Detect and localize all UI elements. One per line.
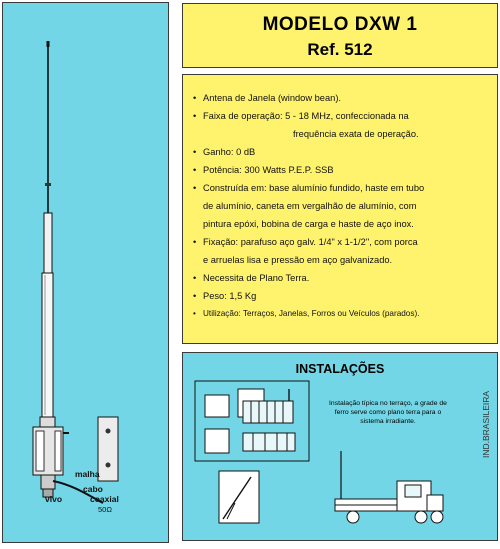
label-malha: malha bbox=[75, 469, 100, 479]
antenna-panel bbox=[2, 2, 169, 543]
label-cabo: cabo bbox=[83, 484, 103, 494]
spec-item: • Faixa de operação: 5 - 18 MHz, confeccionada na frequência exata de operação. bbox=[193, 111, 419, 139]
model-title: MODELO DXW 1 bbox=[262, 14, 418, 35]
installations-panel bbox=[182, 352, 498, 541]
origin-credit: IND.BRASILEIRA bbox=[481, 390, 491, 458]
installation-note: Instalação típica no terraço, a grade de ferro serve como plano terra para o sistema irradiante. bbox=[329, 400, 447, 425]
label-impedance: 50Ω bbox=[98, 505, 112, 514]
spec-item: • Antena de Janela (window bean). bbox=[193, 93, 341, 103]
specifications-panel bbox=[182, 74, 498, 344]
label-vivo: vivo bbox=[45, 494, 63, 504]
spec-item: • Ganho: 0 dB bbox=[193, 147, 256, 157]
reference-number: Ref. 512 bbox=[307, 40, 373, 59]
spec-item: • Peso: 1,5 Kg bbox=[193, 291, 257, 301]
spec-item: • Utilização: Terraços, Janelas, Forros ou Veículos (parados). bbox=[193, 309, 420, 318]
installation-diagrams bbox=[183, 353, 499, 542]
spec-item: • Fixação: parafuso aço galv. 1/4" x 1-1/2", com porca e arruelas lisa e pressão em aço galvanizado. bbox=[193, 237, 418, 265]
spec-item: • Necessita de Plano Terra. bbox=[193, 273, 310, 283]
spec-item: • Construída em: base alumínio fundido, haste em tubo de alumínio, caneta em vergalhão de alumínio, com pintura epóxi, bobina de carga e haste de aço inox. bbox=[193, 183, 425, 229]
specifications-list bbox=[193, 89, 493, 323]
label-coaxial: coaxial bbox=[90, 494, 119, 504]
title-panel bbox=[182, 3, 498, 68]
antenna-illustration bbox=[3, 3, 170, 544]
spec-item: • Potência: 300 Watts P.E.P. SSB bbox=[193, 165, 334, 175]
installations-title: INSTALAÇÕES bbox=[295, 362, 385, 376]
